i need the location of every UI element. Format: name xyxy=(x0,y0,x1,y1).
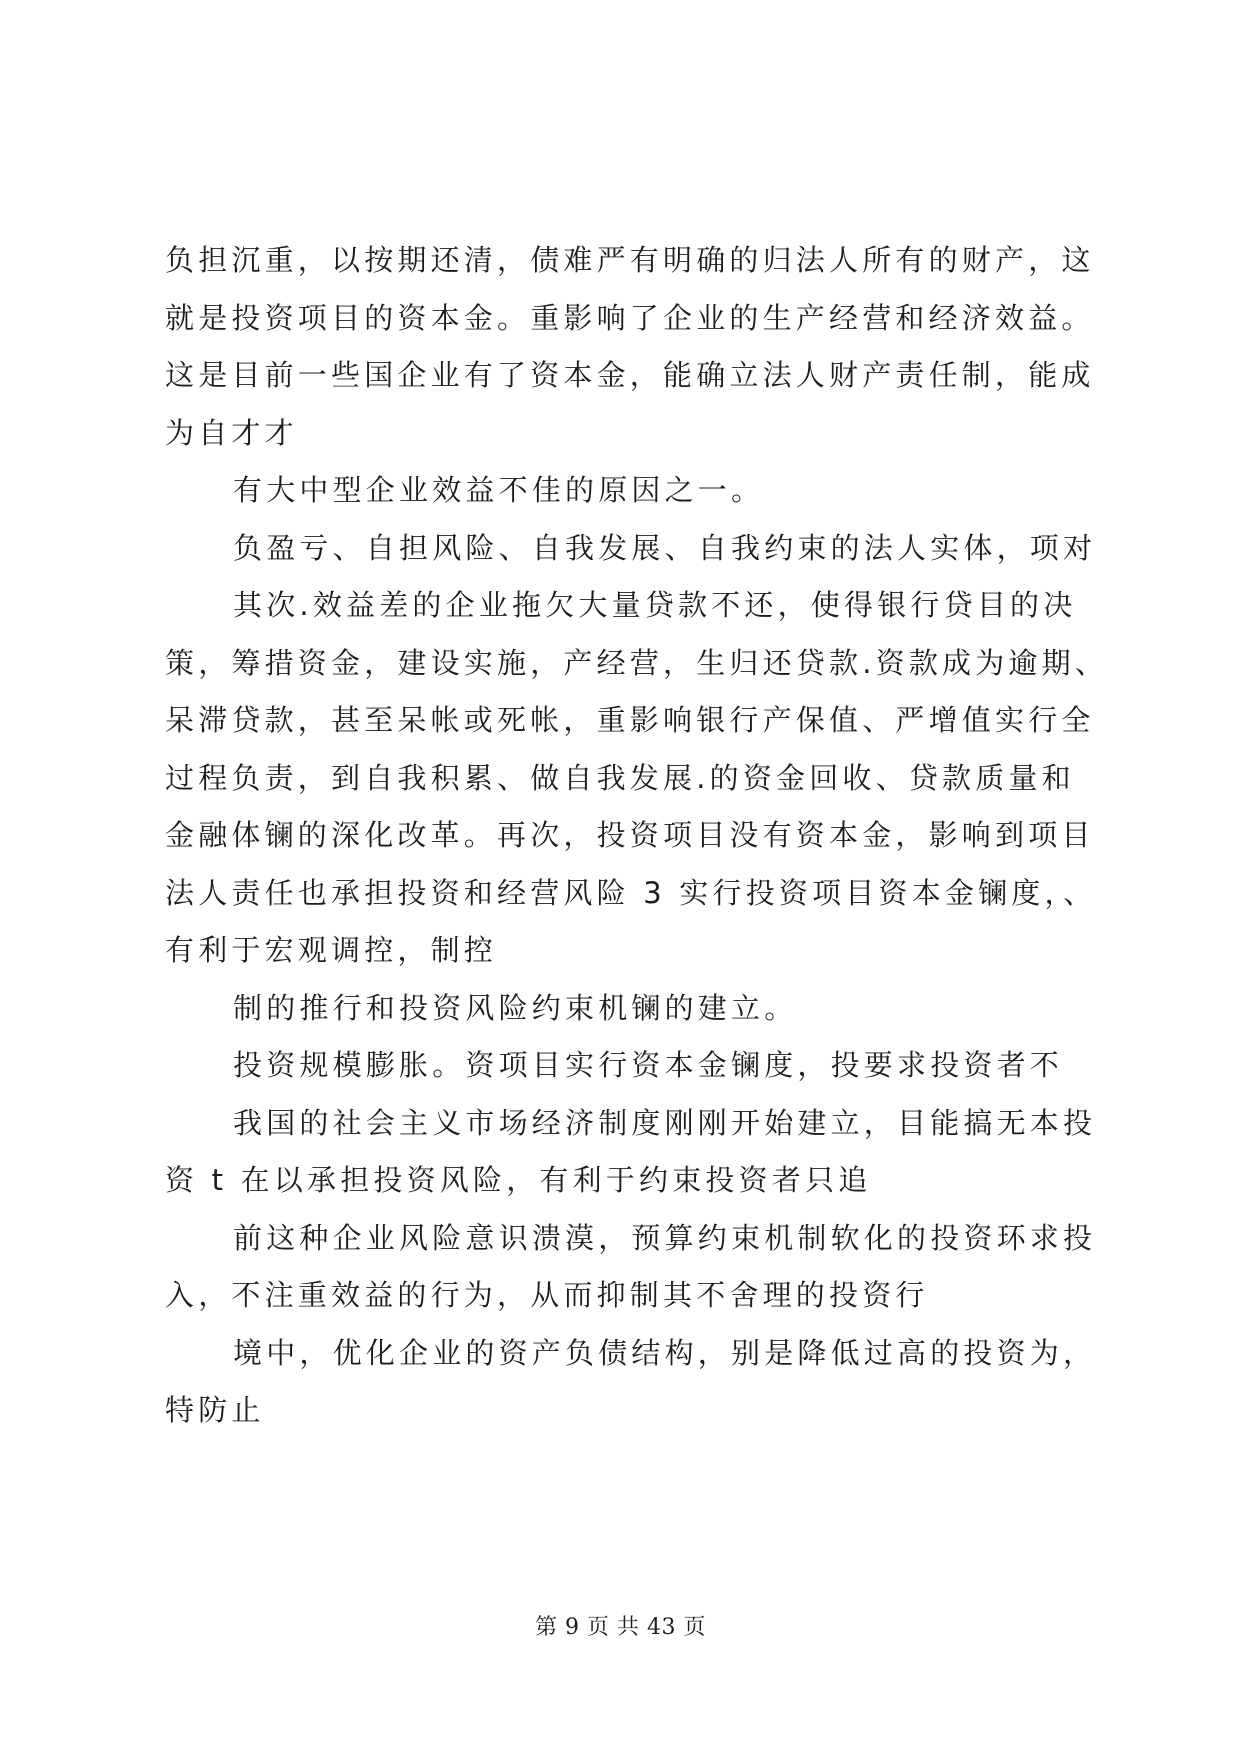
text-line: 投资规模膨胀。资项目实行资本金镧度，投要求投资者不 xyxy=(233,1048,1064,1082)
text-line: 负担沉重，以按期还清，债难严有明确的归法人所有的财产，这 xyxy=(165,243,1095,277)
text-line: 策，筹措资金，建设实施，产经营，生归还贷款.资款成为逾期、 xyxy=(165,645,1109,680)
text-line: 金融体镧的深化改革。再次，投资项目没有资本金，影响到项目 xyxy=(165,818,1095,852)
text-line: 我国的社会主义市场经济制度刚刚开始建立，目能搞无本投 xyxy=(233,1105,1097,1140)
text-line: 资 t 在以承担投资风险，有利于约束投资者只追 xyxy=(165,1163,872,1197)
text-line: 这是目前一些国企业有了资本金，能确立法人财产责任制，能成 xyxy=(165,358,1095,392)
body-text xyxy=(165,232,1109,1440)
text-line: 入，不注重效益的行为，从而抑制其不舍理的投资行 xyxy=(165,1278,929,1312)
text-line: 前这种企业风险意识溃漠，预算约束机制软化的投资环求投 xyxy=(233,1220,1097,1255)
text-line: 特防止 xyxy=(165,1393,265,1427)
text-line: 就是投资项目的资本金。重影响了企业的生产经营和经济效益。 xyxy=(165,300,1095,335)
text-line: 有大中型企业效益不佳的原因之一。 xyxy=(233,473,765,507)
text-line: 制的推行和投资风险约束机镧的建立。 xyxy=(233,990,798,1025)
text-line: 过程负责，到自我积累、做自我发展.的资金回收、贷款质量和 xyxy=(165,760,1075,795)
text-line: 负盈亏、自担风险、自我发展、自我约束的法人实体，项对 xyxy=(233,530,1097,565)
page-footer: 第 9 页 共 43 页 xyxy=(535,1615,706,1640)
text-line: 境中，优化企业的资产负债结构，别是降低过高的投资为， xyxy=(233,1335,1097,1370)
text-line: 其次.效益差的企业拖欠大量贷款不还，使得银行贷目的决 xyxy=(233,588,1077,622)
text-line: 法人责任也承担投资和经营风险 3 实行投资项目资本金镧度，、 xyxy=(165,875,1097,910)
text-line: 呆滞贷款，甚至呆帐或死帐，重影响银行产保值、严增值实行全 xyxy=(165,703,1095,737)
text-line: 有利于宏观调控，制控 xyxy=(165,933,498,967)
text-line: 为自才才 xyxy=(165,415,298,450)
